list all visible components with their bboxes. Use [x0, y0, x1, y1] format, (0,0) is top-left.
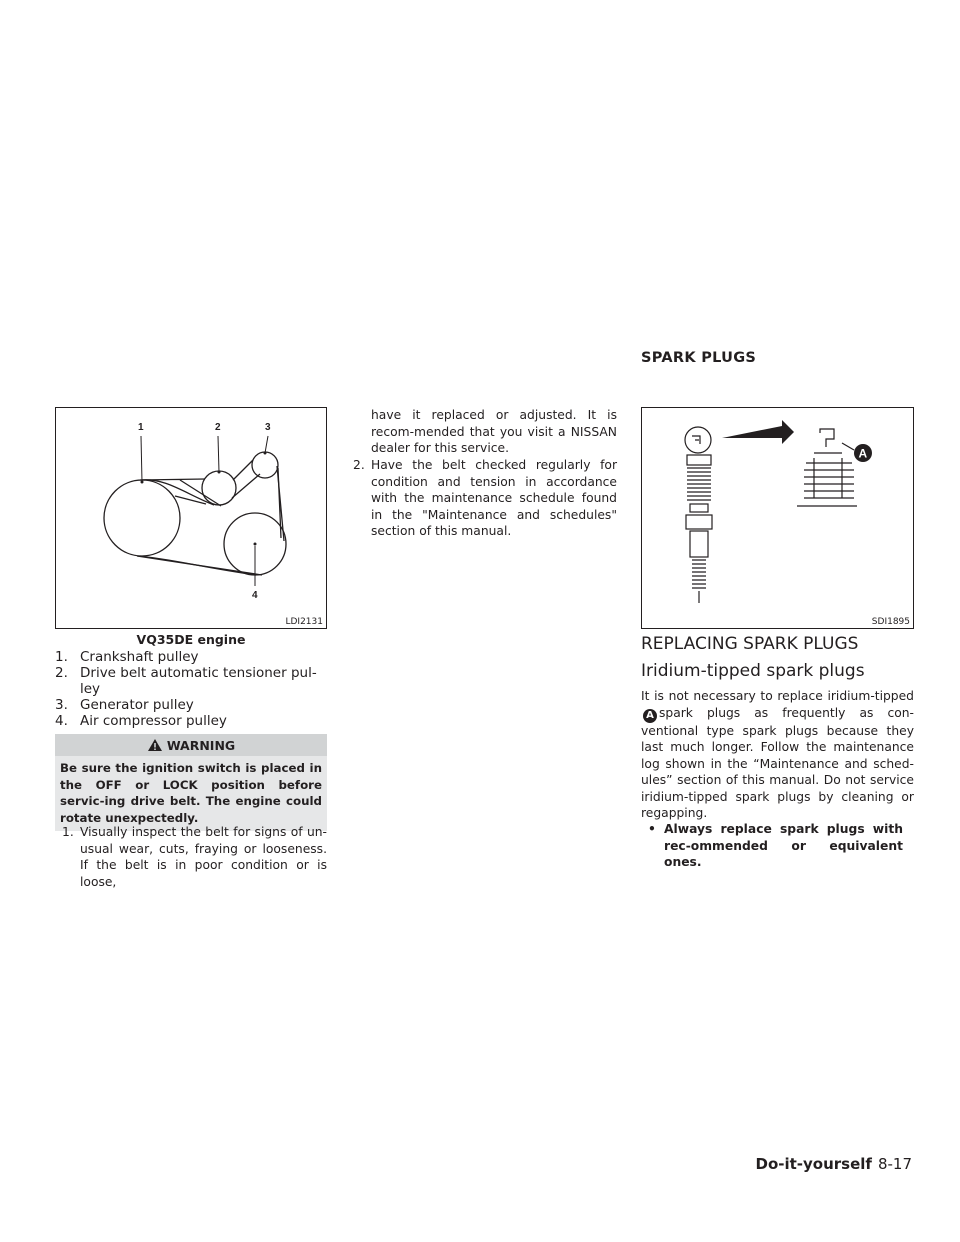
belt-diagram-figure: [55, 407, 327, 629]
spark-plug-diagram: [642, 408, 913, 628]
figure-caption: VQ35DE engine: [136, 632, 246, 647]
iridium-paragraph: It is not necessary to replace iridium-tippedA spark plugs as frequently as con-ventional type spark plugs because they last much longer. Follow the maintenance log shown in the “Maintenance and sched-ules” section of this manual. Do not service iridium-tipped spark plugs by cleaning or regapping.: [641, 689, 914, 820]
step-2: 2. Have the belt checked regularly for condition and tension in accordance with the maintenance schedule found in the "Maintenance and schedules" section of this manual.: [353, 458, 617, 538]
bullet-item: • Always replace spark plugs with rec-ommended or equivalent ones.: [648, 822, 903, 869]
crankshaft-pulley: [104, 480, 180, 556]
bullet-text: Always replace spark plugs with rec-ommended or equivalent ones.: [664, 822, 903, 869]
callout-a-marker: A: [643, 709, 657, 723]
warning-header: [55, 734, 327, 756]
section-title: SPARK PLUGS: [641, 350, 757, 366]
list-item: 4. Air compressor pulley: [55, 713, 227, 729]
step-1-continued: have it replaced or adjusted. It is recom-mended that you visit a NISSAN dealer for this service.: [371, 408, 617, 455]
warning-label: WARNING: [166, 737, 236, 753]
heading-replacing-spark-plugs: REPLACING SPARK PLUGS: [641, 634, 859, 654]
figure-code: LDI2131: [285, 617, 323, 627]
list-item: 3. Generator pulley: [55, 697, 194, 713]
warning-triangle-icon: [147, 738, 163, 752]
callout-3: 3: [265, 422, 271, 433]
tensioner-pulley: [202, 471, 236, 505]
spark-plug-figure: [641, 407, 914, 629]
page-number: 8-17: [877, 1155, 912, 1173]
step-text: Have the belt checked regularly for condition and tension in accordance with the maintenance schedule found in the "Maintenance and schedules" section of this manual.: [371, 458, 617, 538]
list-item: 1. Crankshaft pulley: [55, 649, 199, 665]
chapter-name: Do-it-yourself: [755, 1155, 872, 1173]
callout-4: 4: [252, 590, 258, 601]
heading-iridium-tipped: Iridium-tipped spark plugs: [641, 661, 865, 681]
belt-parts-list: [55, 649, 327, 729]
callout-1: 1: [138, 422, 144, 433]
page-footer: [756, 1155, 913, 1173]
belt-routing-diagram: [56, 408, 326, 628]
generator-pulley: [252, 452, 278, 478]
list-item: 2. Drive belt automatic tensioner pul-ley: [55, 665, 317, 697]
warning-box: [55, 734, 327, 831]
figure-code: SDI1895: [871, 617, 910, 627]
callout-2: 2: [215, 422, 221, 433]
warning-text: Be sure the ignition switch is placed in the OFF or LOCK position before servic-ing drive belt. The engine could rotate unexpectedly.: [55, 756, 327, 831]
callout-a: A: [858, 446, 868, 461]
step-1: 1. Visually inspect the belt for signs of un-usual wear, cuts, fraying or looseness. If the belt is in poor condition or is loose,: [62, 825, 327, 889]
